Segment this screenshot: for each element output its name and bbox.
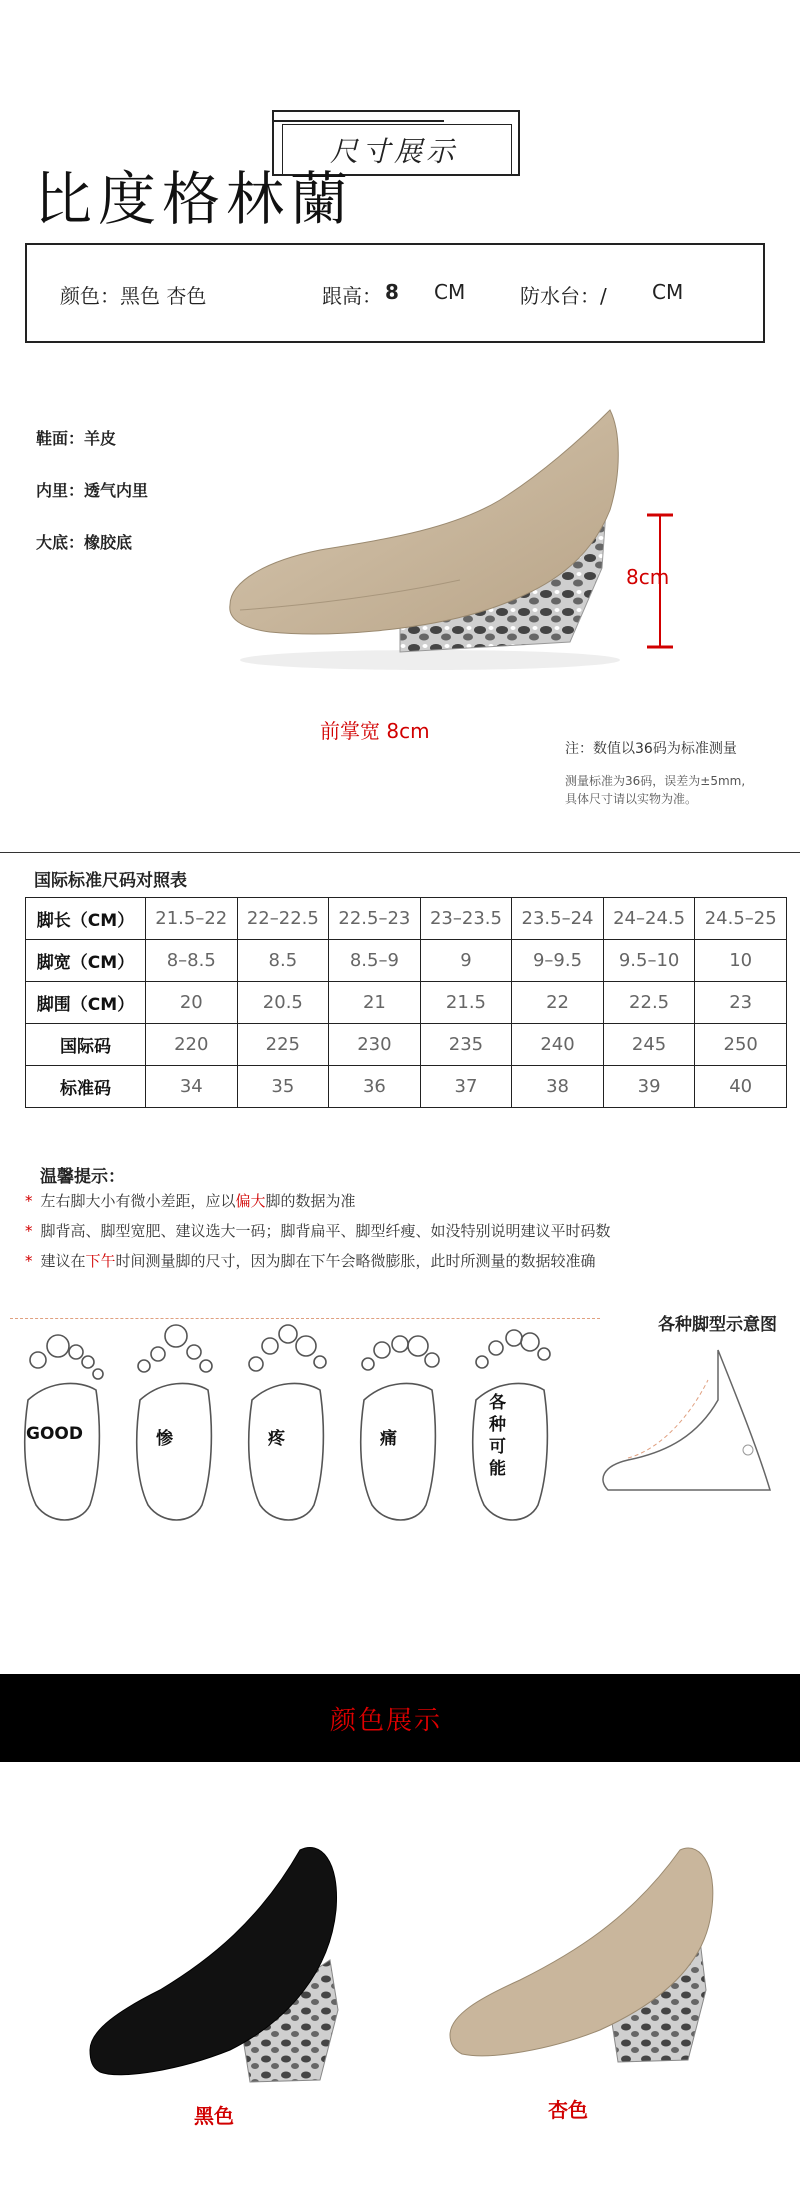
table-cell: 225 — [237, 1024, 329, 1066]
table-cell: 220 — [146, 1024, 238, 1066]
table-cell: 8.5–9 — [329, 940, 421, 982]
measure-subnote: 测量标准为36码，误差为±5mm, 具体尺寸请以实物为准。 — [565, 774, 746, 806]
table-cell: 10 — [695, 940, 787, 982]
heel-dimension-label: 8cm — [626, 565, 670, 589]
table-cell: 9.5–10 — [603, 940, 695, 982]
tip-1: * 左右脚大小有微小差距，应以偏大脚的数据为准 — [25, 1192, 356, 1210]
forefoot-width-label: 前掌宽 8cm — [320, 719, 430, 743]
table-cell: 23 — [695, 982, 787, 1024]
spec-heel-unit: CM — [434, 280, 466, 304]
table-row — [26, 940, 787, 982]
foot-label-2: 惨 — [156, 1429, 173, 1449]
table-cell: 21.5 — [420, 982, 512, 1024]
stamp-line — [274, 120, 444, 122]
material-lining: 内里：透气内里 — [36, 481, 149, 500]
shoe-apricot-image — [440, 1830, 730, 2090]
tips-title: 温馨提示： — [40, 1167, 125, 1187]
foot-label-5: 各种可能 — [489, 1393, 506, 1479]
table-cell: 20.5 — [237, 982, 329, 1024]
spec-platform: 防水台：/ — [520, 284, 607, 308]
table-cell: 22 — [512, 982, 604, 1024]
row-header: 国际码 — [26, 1024, 146, 1066]
color-label-black: 黑色 — [194, 2104, 234, 2128]
table-cell: 24–24.5 — [603, 898, 695, 940]
foot-outlines — [10, 1310, 570, 1530]
table-cell: 245 — [603, 1024, 695, 1066]
table-cell: 21 — [329, 982, 421, 1024]
table-cell: 22.5–23 — [329, 898, 421, 940]
shoe-main-image — [210, 390, 620, 680]
row-header: 脚围（CM） — [26, 982, 146, 1024]
table-cell: 34 — [146, 1066, 238, 1108]
table-cell: 40 — [695, 1066, 787, 1108]
star-icon: * — [25, 1252, 33, 1270]
foot-label-good: GOOD — [26, 1424, 83, 1444]
row-header: 脚宽（CM） — [26, 940, 146, 982]
size-display-stamp: 尺寸展示 — [330, 135, 459, 168]
tip-2: * 脚背高、脚型宽肥、建议选大一码；脚背扁平、脚型纤瘦、如没特别说明建议平时码数 — [25, 1222, 611, 1240]
table-cell: 24.5–25 — [695, 898, 787, 940]
row-header: 脚长（CM） — [26, 898, 146, 940]
table-cell: 250 — [695, 1024, 787, 1066]
size-table — [25, 897, 787, 1108]
shoe-black-image — [80, 1830, 360, 2100]
spec-platform-unit: CM — [652, 280, 684, 304]
table-row — [26, 898, 787, 940]
side-foot-diagram — [588, 1340, 788, 1510]
color-label-apricot: 杏色 — [548, 2098, 588, 2122]
table-cell: 39 — [603, 1066, 695, 1108]
table-cell: 9–9.5 — [512, 940, 604, 982]
table-row — [26, 982, 787, 1024]
table-cell: 235 — [420, 1024, 512, 1066]
table-cell: 36 — [329, 1066, 421, 1108]
spec-heel-value: 8 — [385, 280, 399, 304]
section-divider — [0, 852, 800, 853]
table-cell: 230 — [329, 1024, 421, 1066]
color-banner-title: 颜色展示 — [330, 1706, 443, 1736]
table-cell: 9 — [420, 940, 512, 982]
table-cell: 22–22.5 — [237, 898, 329, 940]
table-cell: 21.5–22 — [146, 898, 238, 940]
measure-note: 注：数值以36码为标准测量 — [565, 741, 737, 757]
brand-title: 比度格林蘭 — [34, 165, 355, 233]
star-icon: * — [25, 1192, 33, 1210]
table-cell: 37 — [420, 1066, 512, 1108]
tip-3: * 建议在下午时间测量脚的尺寸，因为脚在下午会略微膨胀，此时所测量的数据较准确 — [25, 1252, 596, 1270]
table-row — [26, 1024, 787, 1066]
table-row — [26, 1066, 787, 1108]
material-upper: 鞋面：羊皮 — [36, 429, 117, 448]
table-cell: 8–8.5 — [146, 940, 238, 982]
table-cell: 8.5 — [237, 940, 329, 982]
table-cell: 23.5–24 — [512, 898, 604, 940]
foot-label-3: 疼 — [268, 1429, 285, 1449]
spec-heel-label: 跟高： — [322, 284, 382, 308]
size-table-title: 国际标准尺码对照表 — [34, 871, 187, 891]
table-cell: 38 — [512, 1066, 604, 1108]
row-header: 标准码 — [26, 1066, 146, 1108]
foot-types-title: 各种脚型示意图 — [658, 1315, 777, 1335]
table-cell: 20 — [146, 982, 238, 1024]
table-cell: 23–23.5 — [420, 898, 512, 940]
material-sole: 大底：橡胶底 — [36, 533, 133, 552]
foot-label-4: 痛 — [380, 1429, 397, 1449]
table-cell: 22.5 — [603, 982, 695, 1024]
table-cell: 35 — [237, 1066, 329, 1108]
table-cell: 240 — [512, 1024, 604, 1066]
star-icon: * — [25, 1222, 33, 1240]
spec-color: 颜色：黑色 杏色 — [60, 284, 207, 308]
